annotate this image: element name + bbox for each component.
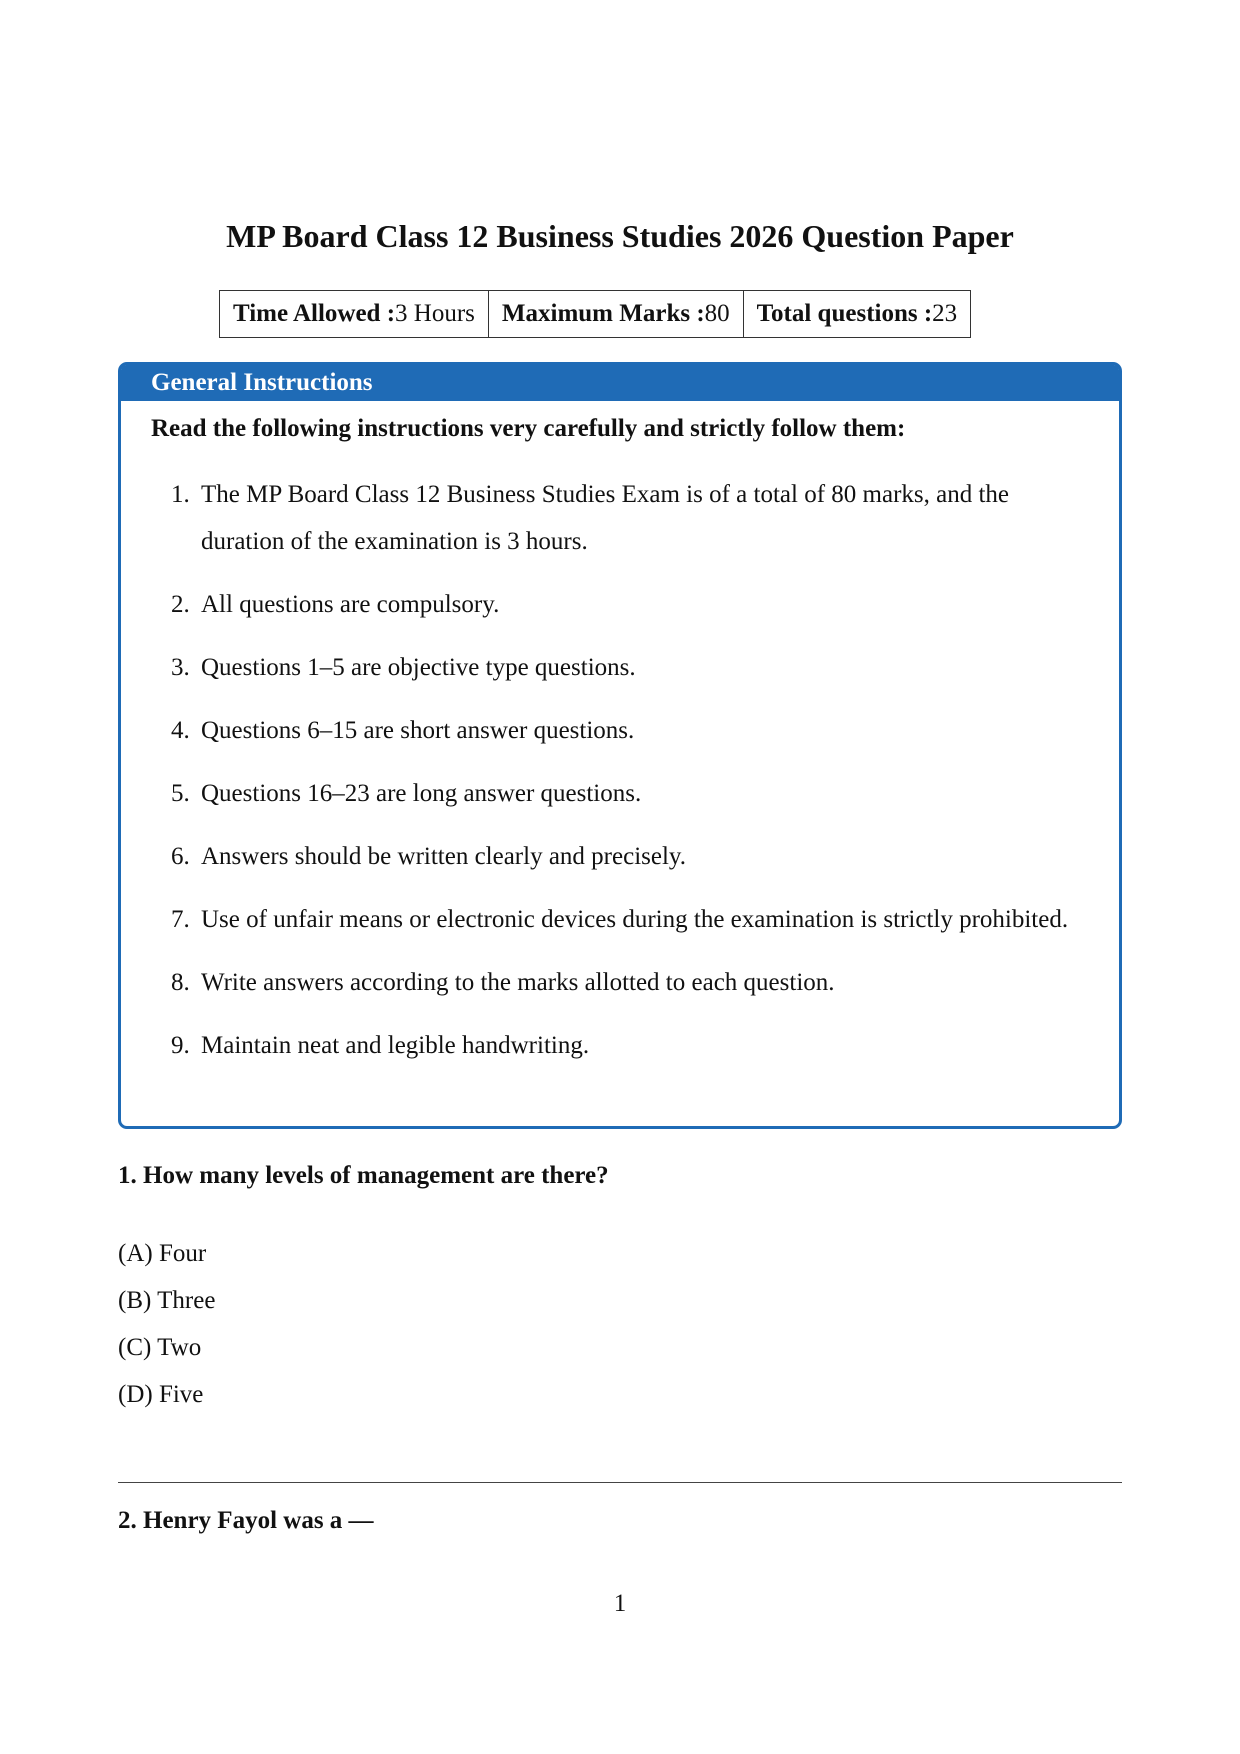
- instruction-item: [171, 770, 1071, 817]
- instruction-number: 4.: [171, 717, 190, 744]
- option-c: (C) Two: [118, 1334, 202, 1361]
- instruction-text: Answers should be written clearly and precisely.: [201, 843, 687, 870]
- page-title: MP Board Class 12 Business Studies 2026 Question Paper: [226, 218, 1014, 254]
- time-allowed-value: 3 Hours: [395, 300, 475, 327]
- instruction-item: [171, 1022, 1071, 1069]
- instruction-number: 5.: [171, 780, 190, 807]
- general-instructions-box: [118, 362, 1122, 1129]
- maximum-marks-value: 80: [704, 300, 730, 327]
- instruction-item: [171, 959, 1071, 1006]
- total-questions-cell: [744, 291, 971, 337]
- total-questions-label: Total questions :: [756, 300, 933, 327]
- time-allowed-cell: [220, 291, 489, 337]
- maximum-marks-cell: [489, 291, 744, 337]
- option-a: (A) Four: [118, 1240, 207, 1267]
- question-1: 1. How many levels of management are there?: [118, 1162, 609, 1189]
- instruction-item: [171, 833, 1071, 880]
- exam-info-table: [219, 290, 971, 338]
- instruction-number: 1.: [171, 481, 190, 508]
- question-1-options: [118, 1230, 215, 1418]
- section-divider: [118, 1482, 1122, 1483]
- instruction-item: [171, 707, 1071, 754]
- instruction-text: Questions 16–23 are long answer questions.: [201, 780, 642, 807]
- instruction-number: 6.: [171, 843, 190, 870]
- instruction-text: Write answers according to the marks allotted to each question.: [201, 969, 835, 996]
- instruction-item: [171, 896, 1071, 943]
- question-2: 2. Henry Fayol was a —: [118, 1507, 374, 1534]
- instructions-lead: Read the following instructions very carefully and strictly follow them:: [151, 415, 906, 442]
- instructions-header: General Instructions: [121, 365, 1119, 401]
- instruction-text: Maintain neat and legible handwriting.: [201, 1032, 590, 1059]
- instruction-text: All questions are compulsory.: [201, 591, 500, 618]
- instructions-list: [171, 471, 1071, 1085]
- instruction-text: The MP Board Class 12 Business Studies Exam is of a total of 80 marks, and the duration of the examination is 3 hours.: [201, 481, 1010, 555]
- instruction-number: 8.: [171, 969, 190, 996]
- instruction-item: [171, 471, 1071, 565]
- option-b: (B) Three: [118, 1287, 216, 1314]
- instruction-item: [171, 581, 1071, 628]
- option-d: (D) Five: [118, 1381, 204, 1408]
- instruction-number: 7.: [171, 906, 190, 933]
- instruction-number: 2.: [171, 591, 190, 618]
- instruction-number: 9.: [171, 1032, 190, 1059]
- instruction-text: Questions 6–15 are short answer questions.: [201, 717, 635, 744]
- page-number: 1: [613, 1590, 627, 1617]
- instruction-text: Questions 1–5 are objective type questions.: [201, 654, 636, 681]
- instruction-number: 3.: [171, 654, 190, 681]
- instruction-item: [171, 644, 1071, 691]
- instruction-text: Use of unfair means or electronic devices during the examination is strictly prohibited.: [201, 906, 1069, 933]
- maximum-marks-label: Maximum Marks :: [501, 300, 705, 327]
- time-allowed-label: Time Allowed :: [233, 300, 396, 327]
- total-questions-value: 23: [932, 300, 958, 327]
